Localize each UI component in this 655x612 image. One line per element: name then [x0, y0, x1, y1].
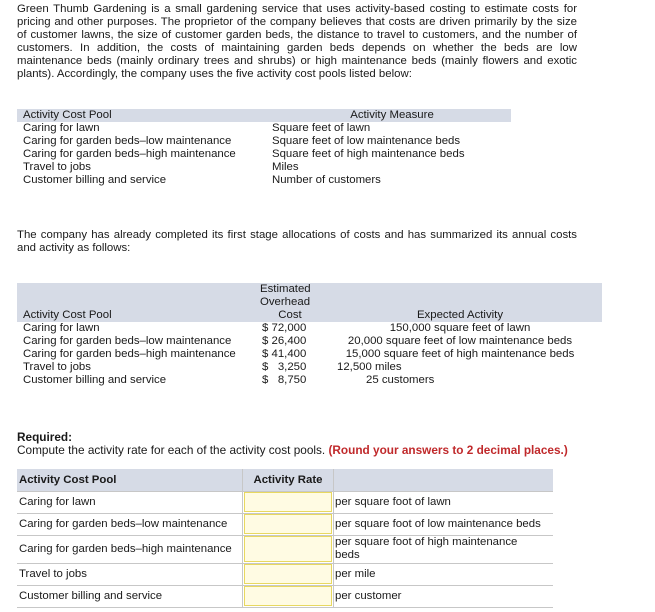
table1-measure: Square feet of low maintenance beds — [272, 135, 461, 147]
table2-cost: $ 26,400 — [262, 335, 307, 347]
table2-cost: $ 72,000 — [262, 322, 307, 334]
table2-pool: Customer billing and service — [23, 374, 167, 386]
table2-activity: 12,500 miles — [337, 361, 402, 373]
table2-activity: 25 customers — [366, 374, 435, 386]
answer-pool: Caring for garden beds–high maintenance — [19, 543, 232, 555]
table2-cost: $ 3,250 — [262, 361, 307, 373]
table1-measure: Number of customers — [272, 174, 381, 186]
answer-unit: per mile — [335, 568, 376, 580]
activity-rate-input-billing[interactable] — [244, 586, 332, 606]
table-row — [17, 563, 553, 586]
activity-rate-input-lawn[interactable] — [244, 492, 332, 512]
answer-header-rate: Activity Rate — [253, 474, 323, 486]
table2-pool: Caring for garden beds–high maintenance — [23, 348, 236, 360]
table2-activity: 20,000 square feet of low maintenance beds — [347, 335, 573, 347]
answer-unit: per customer — [335, 590, 402, 602]
summary-paragraph: The company has already completed its first stage allocations of costs and has summarized its annual costs and activity as follows: — [17, 229, 577, 254]
answer-unit: per square foot of high maintenance beds — [335, 536, 518, 561]
answer-pool: Caring for lawn — [19, 496, 96, 508]
table2-cost: $ 8,750 — [262, 374, 307, 386]
table2-header-cost-line2: Overhead — [260, 296, 311, 308]
table1-pool: Caring for garden beds–low maintenance — [23, 135, 232, 147]
table-row — [17, 513, 553, 536]
answer-table-header — [17, 469, 553, 492]
table2-activity: 15,000 square feet of high maintenance beds — [345, 348, 575, 360]
required-label: Required: — [17, 430, 73, 444]
answer-unit: per square foot of low maintenance beds — [335, 518, 541, 530]
answer-unit: per square foot of lawn — [335, 496, 451, 508]
table2-header-activity: Expected Activity — [416, 309, 504, 321]
table1-pool: Travel to jobs — [23, 161, 91, 173]
table2-header-cost-line3: Cost — [278, 309, 302, 321]
answer-pool: Caring for garden beds–low maintenance — [19, 518, 228, 530]
table1-pool: Customer billing and service — [23, 174, 167, 186]
activity-rate-input-high-maintenance[interactable] — [244, 536, 332, 562]
table2-header-cost-line1: Estimated — [260, 283, 311, 295]
required-instructions — [17, 443, 568, 457]
table2-cost: $ 41,400 — [262, 348, 307, 360]
rounding-instruction: (Round your answers to 2 decimal places.) — [328, 443, 568, 457]
table2-pool: Caring for lawn — [23, 322, 100, 334]
table-row — [17, 491, 553, 514]
table1-measure: Square feet of lawn — [272, 122, 371, 134]
table1-pool: Caring for garden beds–high maintenance — [23, 148, 236, 160]
column-divider — [333, 469, 334, 608]
answer-pool: Customer billing and service — [19, 590, 163, 602]
table2-header-pool: Activity Cost Pool — [23, 309, 112, 321]
intro-paragraph: Green Thumb Gardening is a small gardening service that uses activity-based costing to estimate costs for pricing and other purposes. The proprietor of the company believes that costs are driven primarily by the size of customer lawns, the size of customer garden beds, the distance to travel to customers, and the number of customers. In addition, the costs of maintaining garden beds depends on whether the beds are low maintenance beds (mainly ordinary trees and shrubs) or high maintenance beds (mainly flowers and exotic plants). Accordingly, the company uses the five activity cost pools listed below: — [17, 3, 577, 80]
answer-header-pool: Activity Cost Pool — [19, 474, 117, 486]
table2-pool: Caring for garden beds–low maintenance — [23, 335, 232, 347]
activity-rate-input-low-maintenance[interactable] — [244, 514, 332, 534]
table1-header-measure: Activity Measure — [350, 109, 434, 121]
table2-pool: Travel to jobs — [23, 361, 91, 373]
table1-measure: Miles — [272, 161, 299, 173]
answer-pool: Travel to jobs — [19, 568, 87, 580]
table2-activity: 150,000 square feet of lawn — [389, 322, 531, 334]
column-divider — [242, 469, 243, 608]
table1-header-pool: Activity Cost Pool — [23, 109, 112, 121]
activity-rate-input-travel[interactable] — [244, 564, 332, 584]
table-row — [17, 535, 553, 564]
table1-pool: Caring for lawn — [23, 122, 100, 134]
required-text: Compute the activity rate for each of the activity cost pools. — [17, 443, 326, 457]
table-row — [17, 585, 553, 608]
table1-measure: Square feet of high maintenance beds — [272, 148, 465, 160]
